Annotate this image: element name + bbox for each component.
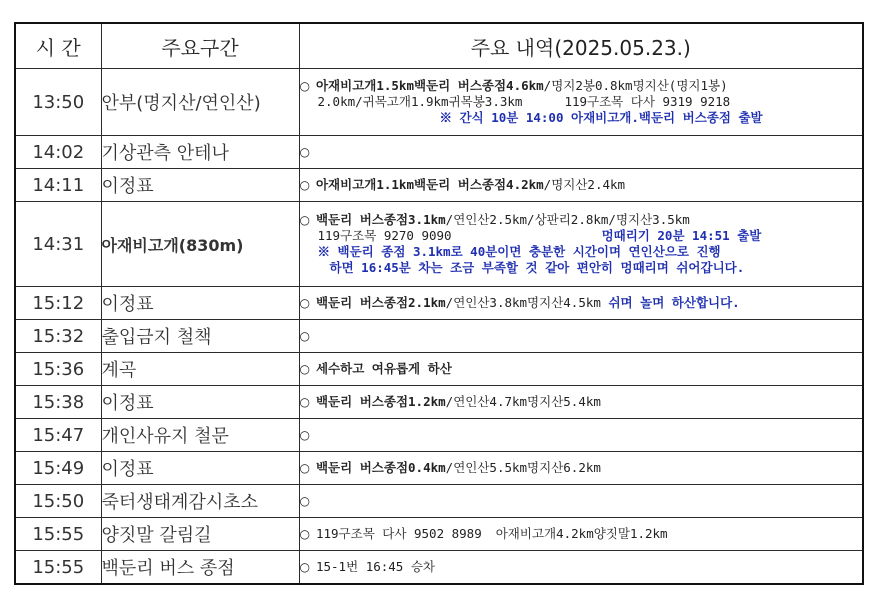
row-details — [299, 320, 863, 353]
row-section: 양짓말 갈림길 — [101, 518, 299, 551]
row-section: 계곡 — [101, 353, 299, 386]
detail-note: ※ 간식 10분 14:00 아재비고개.백둔리 버스종점 출발 — [439, 110, 763, 125]
detail-text: 119구조목 9270 9090 — [317, 228, 452, 243]
detail-text: /연인산5.5km명지산6.2km — [445, 460, 601, 475]
detail-text: 119구조목 다사 9319 9218 — [564, 94, 731, 109]
row-details — [299, 551, 863, 585]
table-row — [15, 287, 863, 320]
row-time: 15:38 — [15, 386, 101, 419]
bullet-icon: ○ — [299, 213, 310, 227]
detail-note: 멍때리기 20분 14:51 출발 — [601, 228, 762, 243]
row-time: 15:32 — [15, 320, 101, 353]
row-section: 죽터생태계감시초소 — [101, 485, 299, 518]
row-time: 15:47 — [15, 419, 101, 452]
detail-bold: 아재비고개1.5km백둔리 버스종점4.6km — [315, 78, 544, 93]
detail-text: /연인산3.8km명지산4.5km — [445, 295, 601, 310]
bullet-icon: ○ — [299, 560, 310, 574]
row-details — [299, 386, 863, 419]
table-row — [15, 419, 863, 452]
row-details — [299, 518, 863, 551]
detail-text: 119구조목 다사 9502 8989 — [315, 526, 482, 541]
table-row — [15, 353, 863, 386]
table-row — [15, 69, 863, 136]
row-section: 아재비고개(830m) — [101, 202, 299, 287]
detail-text: /명지2봉0.8km명지산(명지1봉) — [543, 78, 728, 93]
table-row — [15, 485, 863, 518]
bullet-icon: ○ — [299, 527, 310, 541]
detail-text: /연인산2.5km/상판리2.8km/명지산3.5km — [445, 212, 690, 227]
row-time: 13:50 — [15, 69, 101, 136]
header-time: 시 간 — [15, 23, 101, 69]
bullet-icon: ○ — [299, 79, 310, 93]
row-details — [299, 169, 863, 202]
row-time: 15:12 — [15, 287, 101, 320]
row-details — [299, 353, 863, 386]
row-time: 15:49 — [15, 452, 101, 485]
row-section: 기상관측 안테나 — [101, 136, 299, 169]
row-details — [299, 287, 863, 320]
table-row — [15, 320, 863, 353]
bullet-icon: ○ — [299, 461, 310, 475]
row-section: 이정표 — [101, 386, 299, 419]
detail-text: /명지산2.4km — [543, 177, 626, 192]
header-section: 주요구간 — [101, 23, 299, 69]
row-section: 개인사유지 철문 — [101, 419, 299, 452]
row-time: 15:55 — [15, 518, 101, 551]
row-details — [299, 202, 863, 287]
detail-text: /연인산4.7km명지산5.4km — [445, 394, 601, 409]
bullet-icon: ○ — [299, 329, 310, 343]
row-time: 14:11 — [15, 169, 101, 202]
row-details — [299, 452, 863, 485]
row-details — [299, 136, 863, 169]
row-section: 백둔리 버스 종점 — [101, 551, 299, 585]
row-time: 15:50 — [15, 485, 101, 518]
row-time: 15:55 — [15, 551, 101, 585]
row-details — [299, 419, 863, 452]
bullet-icon: ○ — [299, 178, 310, 192]
detail-bold: 아재비고개1.1km백둔리 버스종점4.2km — [315, 177, 544, 192]
detail-text: 15-1번 16:45 승차 — [315, 559, 435, 574]
table-row — [15, 452, 863, 485]
header-details: 주요 내역(2025.05.23.) — [299, 23, 863, 69]
detail-note: 쉬며 놀며 하산합니다. — [608, 295, 740, 310]
detail-bold: 세수하고 여유롭게 하산 — [315, 361, 452, 376]
row-section: 이정표 — [101, 169, 299, 202]
row-time: 14:31 — [15, 202, 101, 287]
row-section: 출입금지 철책 — [101, 320, 299, 353]
table-row — [15, 136, 863, 169]
row-details — [299, 69, 863, 136]
bullet-icon: ○ — [299, 296, 310, 310]
detail-text: 2.0km/귀목고개1.9km귀목봉3.3km — [317, 94, 523, 109]
row-section: 안부(명지산/연인산) — [101, 69, 299, 136]
bullet-icon: ○ — [299, 362, 310, 376]
row-section: 이정표 — [101, 452, 299, 485]
row-section: 이정표 — [101, 287, 299, 320]
detail-text: 아재비고개4.2km양짓말1.2km — [495, 526, 668, 541]
table-row — [15, 551, 863, 585]
detail-bold: 백둔리 버스종점0.4km — [315, 460, 446, 475]
table-row — [15, 202, 863, 287]
bullet-icon: ○ — [299, 145, 310, 159]
detail-bold: 백둔리 버스종점1.2km — [315, 394, 446, 409]
detail-note: ※ 백둔리 종점 3.1km로 40분이면 충분한 시간이며 연인산으로 진행 — [317, 244, 721, 259]
bullet-icon: ○ — [299, 428, 310, 442]
table-row — [15, 169, 863, 202]
schedule-table — [14, 22, 864, 585]
row-details — [299, 485, 863, 518]
row-time: 15:36 — [15, 353, 101, 386]
detail-note: 하면 16:45분 차는 조금 부족할 것 같아 편안히 멍때리며 쉬어갑니다. — [329, 260, 745, 275]
detail-bold: 백둔리 버스종점3.1km — [315, 212, 446, 227]
table-row — [15, 386, 863, 419]
detail-bold: 백둔리 버스종점2.1km — [315, 295, 446, 310]
bullet-icon: ○ — [299, 494, 310, 508]
header-row — [15, 23, 863, 69]
table-row — [15, 518, 863, 551]
row-time: 14:02 — [15, 136, 101, 169]
bullet-icon: ○ — [299, 395, 310, 409]
